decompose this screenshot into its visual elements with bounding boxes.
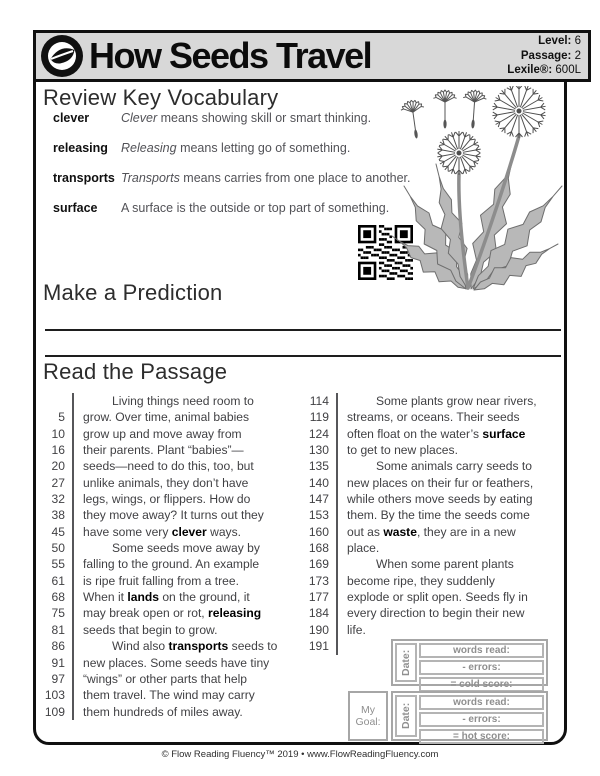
my-goal-field[interactable]: My Goal:	[348, 691, 388, 741]
passage-line-text: seeds that begin to grow.	[72, 622, 217, 638]
passage-section-heading: Read the Passage	[43, 359, 228, 384]
passage-line-text: life.	[336, 622, 366, 638]
passage-line-text: grow. Over time, animal babies	[72, 409, 249, 425]
passage-line-text: new places on their fur or feathers,	[336, 475, 533, 491]
passage-line-number: 168	[308, 541, 329, 556]
passage-line	[41, 393, 305, 409]
passage-line	[305, 393, 571, 409]
passage-line-number: 173	[308, 573, 329, 588]
passage-line	[41, 540, 305, 556]
passage-line-text: seeds—need to do this, too, but	[72, 458, 254, 474]
passage-line-number: 20	[51, 459, 65, 474]
passage-line-text: have some very clever ways.	[72, 524, 241, 540]
hot-score-field[interactable]: = hot score:	[419, 729, 544, 744]
passage-line-number: 124	[308, 426, 329, 441]
passage-line-number: 75	[51, 606, 65, 621]
lexile-row	[507, 63, 581, 78]
passage-line-text: streams, or oceans. Their seeds	[336, 409, 520, 425]
passage-line-number: 147	[308, 492, 329, 507]
passage-line	[305, 524, 571, 540]
passage-line-number: 16	[51, 443, 65, 458]
passage-line	[305, 573, 571, 589]
passage-line-text	[336, 638, 347, 654]
passage-line-text: falling to the ground. An example	[72, 556, 259, 572]
passage-line	[305, 556, 571, 572]
passage-line	[41, 622, 305, 638]
passage-line	[305, 540, 571, 556]
cold-errors-field[interactable]: - errors:	[419, 660, 544, 675]
passage-line-text: may break open or rot, releasing	[72, 605, 261, 621]
passage-line	[41, 687, 305, 703]
passage-line-number: 61	[51, 573, 65, 588]
passage-line-text: them travel. The wind may carry	[72, 687, 255, 703]
dandelion-illustration	[388, 86, 570, 298]
flow-reading-fluency-logo-icon	[40, 34, 84, 78]
passage-line-text: “wings” or other parts that help	[72, 671, 247, 687]
page-title: How Seeds Travel	[89, 35, 372, 76]
passage-line-number: 38	[51, 508, 65, 523]
passage-line-number: 114	[309, 394, 329, 408]
passage-line-number: 190	[308, 622, 329, 637]
cold-score-field[interactable]: = cold score:	[419, 677, 544, 692]
passage-line	[41, 491, 305, 507]
passage-line-text: out as waste, they are in a new	[336, 524, 516, 540]
passage-line	[305, 458, 571, 474]
passage-line-number: 160	[308, 524, 329, 539]
prediction-section-heading: Make a Prediction	[43, 280, 223, 305]
emphasized-word: waste	[383, 524, 417, 539]
passage-line	[41, 426, 305, 442]
passage-line-number: 153	[308, 508, 329, 523]
passage-line	[41, 556, 305, 572]
passage-line-text: every direction to begin their new	[336, 605, 524, 621]
passage-line-number: 5	[58, 410, 65, 425]
passage-line-number: 68	[51, 590, 65, 605]
passage-value: 2	[574, 49, 581, 62]
passage-line-text: unlike animals, they don’t have	[72, 475, 248, 491]
emphasized-word: Clever	[121, 111, 158, 125]
passage-line-text: place.	[336, 540, 379, 556]
vocabulary-word: transports	[53, 171, 115, 185]
lexile-value: 600L	[555, 64, 581, 77]
passage-line-number: 45	[51, 524, 65, 539]
passage-line	[41, 409, 305, 425]
passage-line-text: to get to new places.	[336, 442, 458, 458]
passage-line-text: them hundreds of miles away.	[72, 704, 243, 720]
passage-line	[305, 409, 571, 425]
passage-line-number: 81	[51, 622, 65, 637]
passage-line-text: they move away? It turns out they	[72, 507, 264, 523]
passage-line-number: 86	[51, 639, 65, 654]
copyright-footer: © Flow Reading Fluency™ 2019 • www.FlowReadingFluency.com	[161, 749, 439, 760]
passage-line	[305, 491, 571, 507]
passage-line	[41, 638, 305, 654]
emphasized-word: releasing	[208, 606, 262, 621]
passage-right-column	[305, 393, 571, 655]
vocabulary-definition: Releasing means letting go of something.	[121, 141, 351, 155]
passage-line-text: new places. Some seeds have tiny	[72, 655, 269, 671]
passage-line-text: is ripe fruit falling from a tree.	[72, 573, 239, 589]
passage-line-number: 130	[308, 443, 329, 458]
passage-line-number: 191	[308, 639, 329, 654]
passage-label: Passage:	[520, 49, 572, 62]
emphasized-word: Transports	[121, 171, 180, 185]
passage-line	[41, 442, 305, 458]
passage-line	[41, 589, 305, 605]
passage-line-text: while others move seeds by eating	[336, 491, 533, 507]
passage-line-number: 10	[51, 426, 65, 441]
lexile-label: Lexile®:	[507, 64, 553, 77]
passage-line	[305, 507, 571, 523]
passage-line-number: 119	[309, 410, 329, 425]
passage-line	[41, 475, 305, 491]
passage-line-text: become ripe, they suddenly	[336, 573, 495, 589]
passage-line-text: grow up and move away from	[72, 426, 242, 442]
passage-line-text: them. By the time the seeds come	[336, 507, 530, 523]
cold-score-table	[391, 639, 548, 690]
cold-score-rows	[419, 643, 544, 690]
vocabulary-word: releasing	[53, 141, 108, 155]
passage-line-number: 177	[308, 590, 329, 605]
passage-line	[305, 622, 571, 638]
level-label: Level:	[538, 35, 572, 48]
passage-line-text: Wind also transports seeds to	[72, 638, 277, 654]
cold-words-read-field[interactable]: words read:	[419, 643, 544, 658]
passage-line	[41, 605, 305, 621]
passage-line-text: Some animals carry seeds to	[336, 458, 532, 474]
hot-words-read-field[interactable]: words read:	[419, 695, 544, 710]
passage-line-text: Some seeds move away by	[72, 540, 260, 556]
passage-line-text: legs, wings, or flippers. How do	[72, 491, 250, 507]
passage-line-text: Some plants grow near rivers,	[336, 393, 537, 409]
passage-line-number: 140	[308, 475, 329, 490]
passage-left-column	[41, 393, 305, 720]
passage-line-number: 27	[51, 475, 65, 490]
level-value: 6	[574, 35, 581, 48]
emphasized-word: clever	[171, 524, 207, 539]
emphasized-word: lands	[127, 590, 159, 605]
passage-line	[305, 475, 571, 491]
vocabulary-definition: A surface is the outside or top part of something.	[121, 201, 390, 215]
passage-line-text: their parents. Plant “babies”—	[72, 442, 244, 458]
header-meta	[507, 34, 588, 78]
passage-line-text: Living things need room to	[72, 393, 254, 409]
vocabulary-definition: Transports means carries from one place to another.	[121, 171, 411, 185]
passage-line-number: 184	[308, 606, 329, 621]
passage-line-number: 91	[51, 655, 65, 670]
passage-line	[41, 655, 305, 671]
passage-line-number: 55	[51, 557, 65, 572]
passage-line	[305, 426, 571, 442]
passage-line-number: 169	[308, 557, 329, 572]
passage-line-number: 109	[44, 704, 65, 719]
passage-line-text: often float on the water’s surface	[336, 426, 525, 442]
hot-date-field[interactable]: Date:	[395, 695, 417, 737]
passage-line	[41, 704, 305, 720]
vocabulary-word: clever	[53, 111, 90, 125]
passage-line	[41, 573, 305, 589]
passage-line	[41, 507, 305, 523]
passage-line	[305, 589, 571, 605]
worksheet-body	[33, 79, 567, 745]
passage-line-number: 97	[51, 671, 65, 686]
cold-date-field[interactable]: Date:	[395, 643, 417, 682]
passage-line	[41, 524, 305, 540]
passage-row	[507, 49, 581, 64]
emphasized-word: transports	[168, 639, 229, 654]
passage-line-number: 50	[51, 541, 65, 556]
passage-line	[305, 605, 571, 621]
emphasized-word: surface	[482, 426, 526, 441]
passage-line-number: 135	[308, 459, 329, 474]
prediction-writing-line[interactable]	[45, 329, 561, 331]
hot-score-rows	[419, 695, 544, 742]
passage-line-text: explode or split open. Seeds fly in	[336, 589, 528, 605]
passage-line	[41, 458, 305, 474]
passage-line	[41, 671, 305, 687]
level-row	[507, 34, 581, 49]
vocabulary-section-heading: Review Key Vocabulary	[43, 85, 279, 110]
passage-line	[305, 442, 571, 458]
passage-line-text: When some parent plants	[336, 556, 514, 572]
passage-line-number: 103	[44, 688, 65, 703]
passage-line-number	[41, 393, 72, 409]
hot-errors-field[interactable]: - errors:	[419, 712, 544, 727]
vocabulary-word: surface	[53, 201, 98, 215]
header-band	[33, 30, 591, 82]
vocabulary-definition: Clever means showing skill or smart thinking.	[121, 111, 372, 125]
passage-line-number: 32	[51, 492, 65, 507]
passage-line-text: When it lands on the ground, it	[72, 589, 250, 605]
emphasized-word: Releasing	[121, 141, 177, 155]
prediction-writing-line[interactable]	[45, 355, 561, 357]
hot-score-table	[391, 691, 548, 741]
